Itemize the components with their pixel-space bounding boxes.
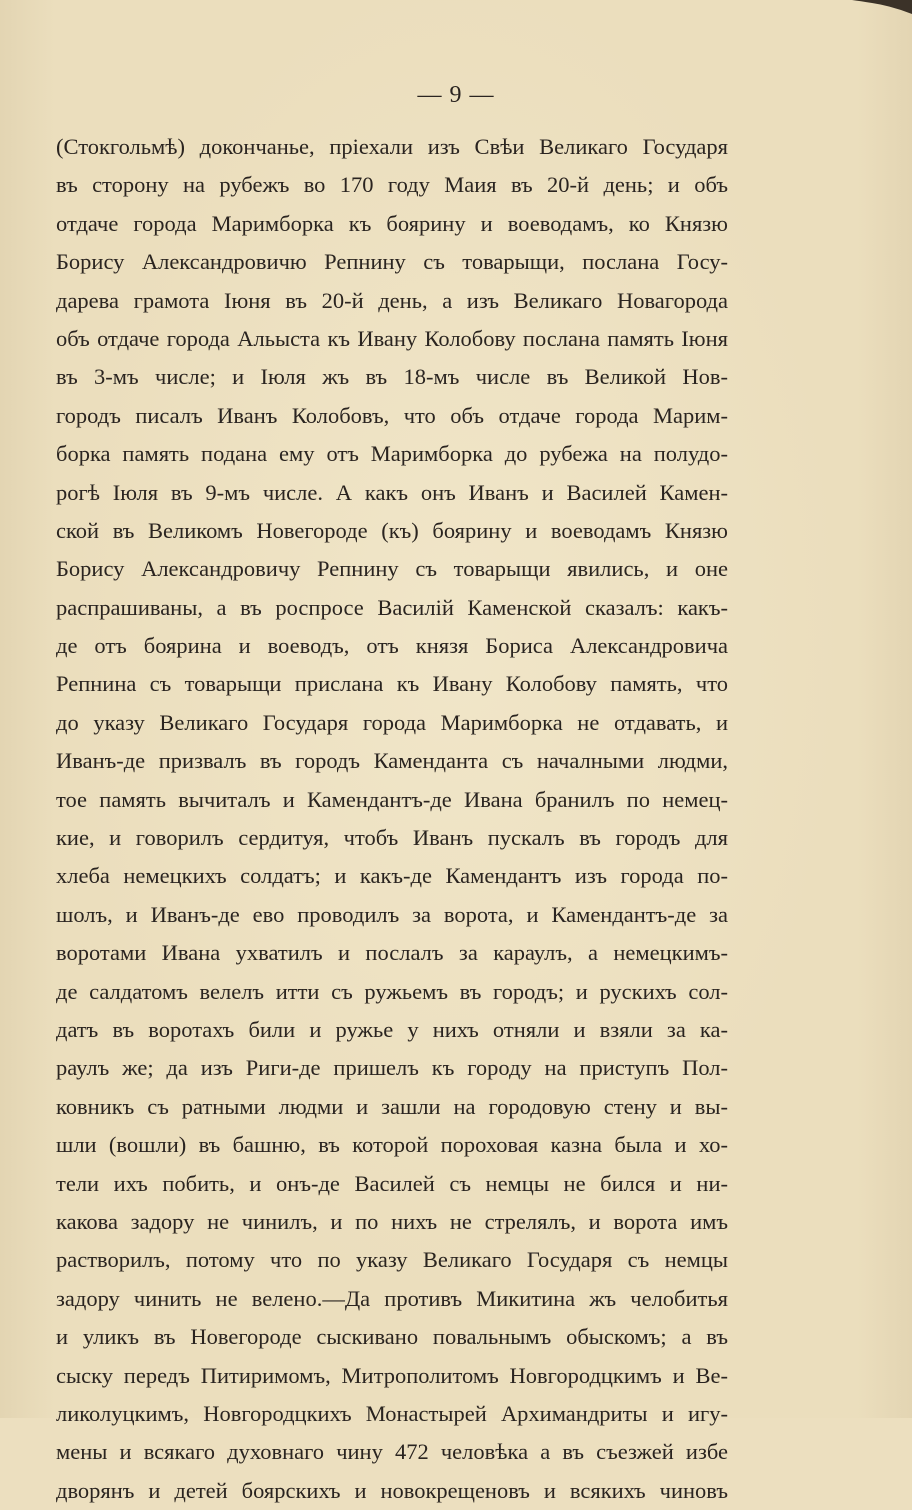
text-line: какова задору не чинилъ, и по нихъ не стрелялъ, и ворота имъ xyxy=(56,1208,728,1234)
page-number: — 9 — xyxy=(417,82,495,108)
text-line: ликолуцкимъ, Новгородцкихъ Монастырей Архимандриты и игу- xyxy=(56,1400,728,1426)
text-line: хлеба немецкихъ солдатъ; и какъ-де Камендантъ изъ города по- xyxy=(56,863,728,889)
text-line: де салдатомъ велелъ итти съ ружьемъ въ городъ; и рускихъ сол- xyxy=(56,978,728,1004)
text-line: де отъ боярина и воеводъ, отъ князя Бориса Александровича xyxy=(56,633,728,659)
text-line: объ отдаче города Альыста къ Ивану Колобову послана память Іюня xyxy=(56,325,728,351)
text-line: раулъ же; да изъ Риги-де пришелъ къ городу на приступъ Пол- xyxy=(56,1055,728,1081)
body-text xyxy=(56,128,728,1510)
text-line: распрашиваны, а въ роспросе Василій Каменской сказалъ: какъ- xyxy=(56,594,728,620)
text-line: борка память подана ему отъ Маримборка до рубежа на полудо- xyxy=(56,441,728,467)
text-line: задору чинить не велено.—Да противъ Микитина жъ челобитья xyxy=(56,1285,728,1311)
text-line: Репнина съ товарыщи прислана къ Ивану Колобову память, что xyxy=(56,671,728,697)
text-line: кие, и говорилъ сердитуя, чтобъ Иванъ пускалъ въ городъ для xyxy=(56,825,728,851)
text-line: отдаче города Маримборка къ боярину и воеводамъ, ко Князю xyxy=(56,210,728,236)
text-line: въ сторону на рубежъ во 170 году Маия въ 20-й день; и объ xyxy=(56,172,728,198)
text-line: тели ихъ побить, и онъ-де Василей съ немцы не бился и ни- xyxy=(56,1170,728,1196)
text-line: ской въ Великомъ Новегороде (къ) боярину и воеводамъ Князю xyxy=(56,517,728,543)
text-line: воротами Ивана ухватилъ и послалъ за караулъ, а немецкимъ- xyxy=(56,940,728,966)
text-line: рогѣ Іюля въ 9-мъ числе. А какъ онъ Иванъ и Василей Камен- xyxy=(56,479,728,505)
text-line: тое память вычиталъ и Камендантъ-де Ивана бранилъ по немец- xyxy=(56,786,728,812)
text-line: въ 3-мъ числе; и Іюля жъ въ 18-мъ числе въ Великой Нов- xyxy=(56,364,728,390)
text-line: дворянъ и детей боярскихъ и новокрещеновъ и всякихъ чиновъ xyxy=(56,1477,728,1503)
text-line: (Стокгольмѣ) докончанье, пріехали изъ Свѣи Великаго Государя xyxy=(56,134,728,159)
text-line: Иванъ-де призвалъ въ городъ Каменданта съ началными людми, xyxy=(56,748,728,774)
text-line: сыску передъ Питиримомъ, Митрополитомъ Новгородцкимъ и Ве- xyxy=(56,1362,728,1388)
text-line: Борису Александровичу Репнину съ товарыщи явились, и оне xyxy=(56,556,728,582)
text-line: до указу Великаго Государя города Маримборка не отдавать, и xyxy=(56,709,728,735)
text-line: мены и всякаго духовнаго чину 472 человѣка а въ съезжей избе xyxy=(56,1439,728,1465)
text-line: растворилъ, потому что по указу Великаго Государя съ немцы xyxy=(56,1247,728,1273)
page-corner-curl xyxy=(852,0,912,20)
text-line: датъ въ воротахъ били и ружье у нихъ отняли и взяли за ка- xyxy=(56,1016,728,1042)
text-line: шли (вошли) въ башню, въ которой пороховая казна была и хо- xyxy=(56,1132,728,1158)
text-line: ковникъ съ ратными людми и зашли на городовую стену и вы- xyxy=(56,1093,728,1119)
text-line: дарева грамота Іюня въ 20-й день, а изъ Великаго Новагорода xyxy=(56,287,728,313)
text-line: шолъ, и Иванъ-де ево проводилъ за ворота, и Камендантъ-де за xyxy=(56,901,728,927)
text-line: и уликъ въ Новегороде сыскивано повальнымъ обыскомъ; а въ xyxy=(56,1324,728,1350)
text-line: городъ писалъ Иванъ Колобовъ, что объ отдаче города Марим- xyxy=(56,402,728,428)
text-line: Борису Александровичю Репнину съ товарыщи, послана Госу- xyxy=(56,249,728,275)
